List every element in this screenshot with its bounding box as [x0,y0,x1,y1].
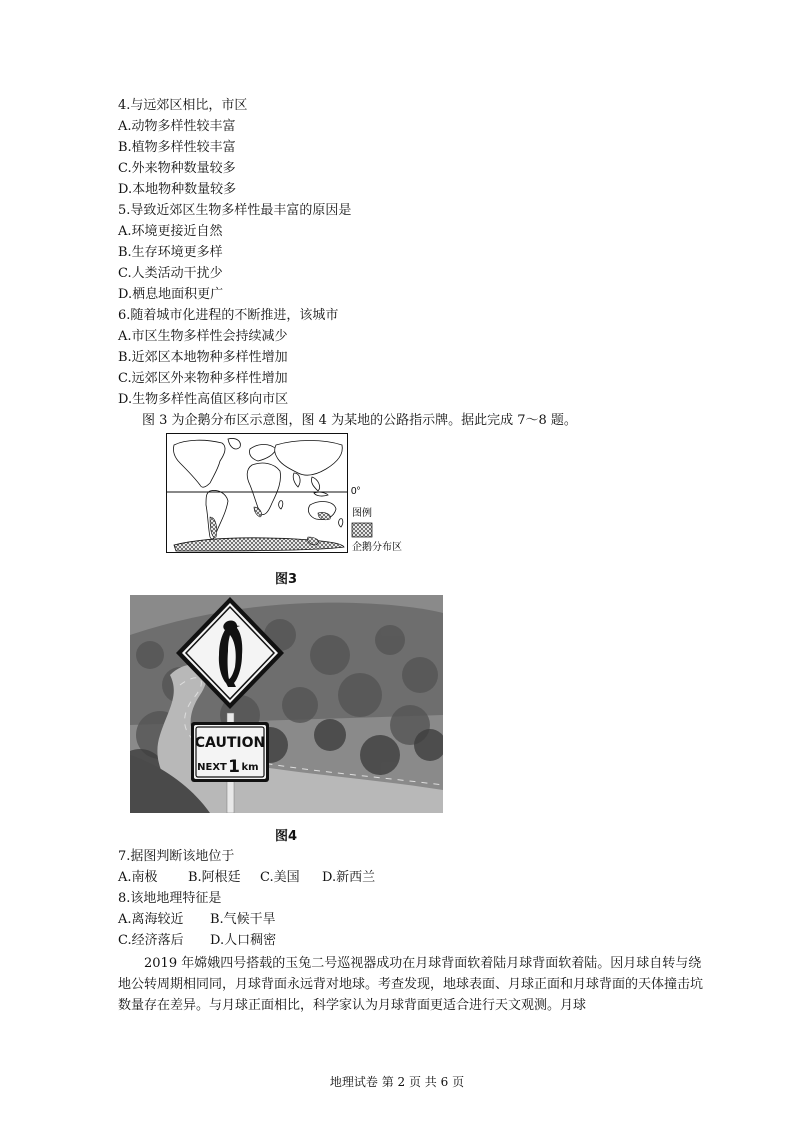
question-7-option-a: A.南极 [118,870,158,885]
question-7-stem: 7.据图判断该地位于 [118,849,235,864]
question-4-stem: 4.与远郊区相比，市区 [118,98,248,113]
question-4-option-a: A.动物多样性较丰富 [118,119,236,134]
question-8-option-b: B.气候干旱 [210,912,276,927]
question-7-option-b: B.阿根廷 [188,870,241,885]
legend-title: 图例 [352,508,372,519]
question-5-option-b: B.生存环境更多样 [118,245,223,260]
penguin-distribution-map [166,433,426,558]
legend-item: 企鹅分布区 [352,542,402,553]
question-5-stem: 5.导致近郊区生物多样性最丰富的原因是 [118,203,352,218]
caution-plate [191,722,269,782]
question-5-option-a: A.环境更接近自然 [118,224,223,239]
question-8-options-row1 [118,912,276,928]
caution-text: CAUTION [194,735,266,751]
question-6-stem: 6.随着城市化进程的不断推进，该城市 [118,308,339,323]
question-8-options-row2 [118,933,276,949]
question-4-option-d: D.本地物种数量较多 [118,182,237,197]
question-7-option-d: D.新西兰 [322,870,376,885]
road-sign-photo [130,595,443,813]
question-6-option-c: C.远郊区外来物种多样性增加 [118,371,288,386]
question-7-options [118,870,375,886]
distance-number: 1 [228,757,240,777]
question-4-option-c: C.外来物种数量较多 [118,161,236,176]
question-5-option-c: C.人类活动干扰少 [118,266,223,281]
next-text: NEXT [197,762,227,773]
question-8-option-a: A.离海较近 [118,912,184,927]
figures-intro: 图 3 为企鹅分布区示意图，图 4 为某地的公路指示牌。据此完成 7～8 题。 [142,413,577,428]
question-8-option-d: D.人口稠密 [210,933,277,948]
question-5-option-d: D.栖息地面积更广 [118,287,224,302]
distance-unit: km [241,762,259,773]
page-footer: 地理试卷 第 2 页 共 6 页 [329,1075,465,1089]
question-6-option-a: A.市区生物多样性会持续减少 [118,329,288,344]
question-8-option-c: C.经济落后 [118,933,184,948]
passage [118,953,710,1016]
figure-4-caption: 图4 [275,829,298,844]
question-8-stem: 8.该地地理特征是 [118,891,222,906]
equator-label: 0° [351,486,361,497]
question-4-option-b: B.植物多样性较丰富 [118,140,236,155]
question-7-option-c: C.美国 [260,870,300,885]
passage-text: 2019 年嫦娥四号搭载的玉兔二号巡视器成功在月球背面软着陆月球背面软着陆。因月球自转与绕地公转周期相同同，月球背面永远背对地球。考查发现，地球表面、月球正面和月球背面的天体撞击坑数量存在差异。与月球正面相比，科学家认为月球背面更适合进行天文观测。月球 [118,956,704,1013]
legend-swatch [352,523,372,537]
question-6-option-b: B.近郊区本地物种多样性增加 [118,350,288,365]
figure-3-caption: 图3 [275,572,298,587]
question-6-option-d: D.生物多样性高值区移向市区 [118,392,289,407]
